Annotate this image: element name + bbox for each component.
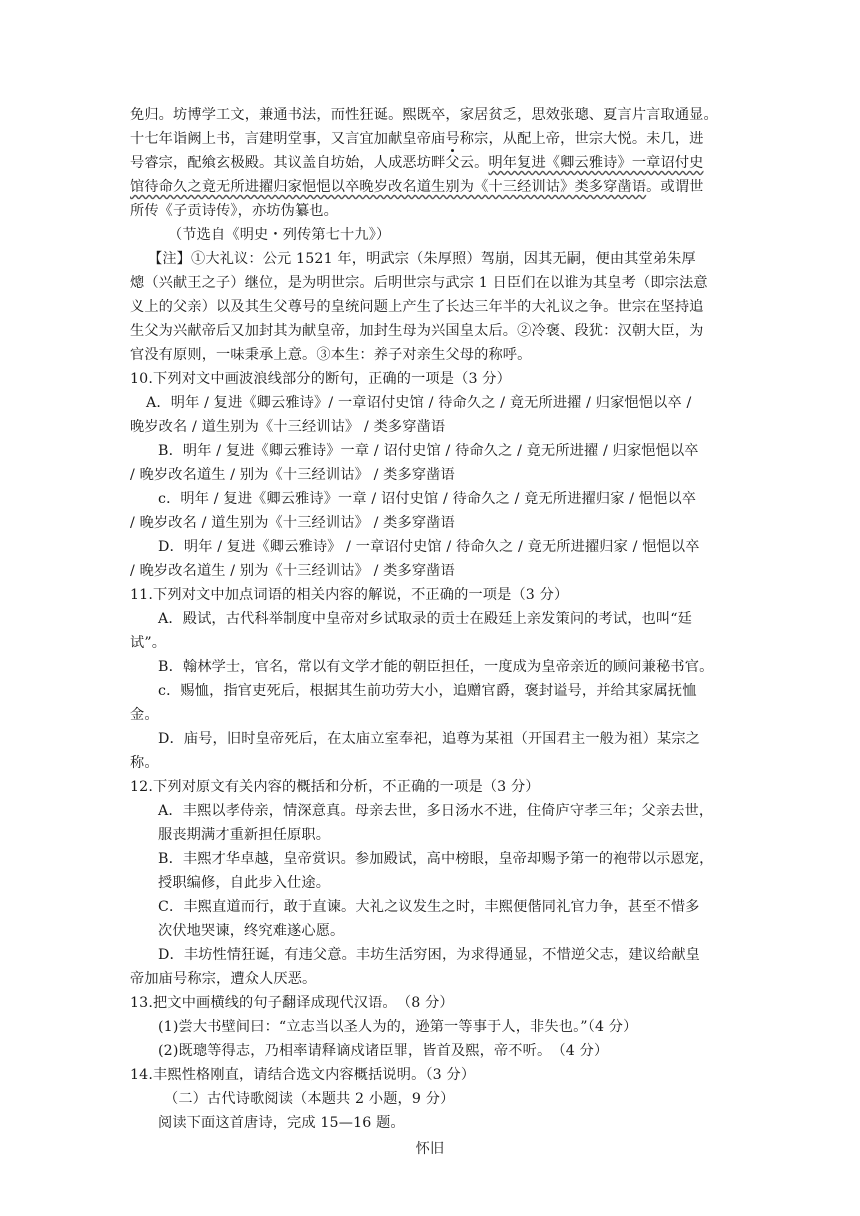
poem-title: 怀旧 bbox=[415, 1141, 445, 1157]
q10-option-a: A．明年 / 复进《卿云雅诗》/ 一章诏付史馆 / 待命久之 / 竟无所进擢 / 归家悒悒以卒 / bbox=[146, 395, 692, 411]
q11-option-a-cont: 试”。 bbox=[130, 635, 167, 651]
q10-option-c: c．明年 / 复进《卿云雅诗》一章 / 诏付史馆 / 待命久之 / 竟无所进擢归家 / 悒悒以卒 bbox=[158, 491, 697, 507]
wavy-underlined-text: 明年复进《卿云雅诗》一章诏付史 bbox=[488, 155, 704, 171]
question-14-stem: 14.丰熙性格刚直，请结合选文内容概括说明。（3 分） bbox=[130, 1067, 476, 1083]
q13-sentence-1: (1)尝大书壁间曰：“立志当以圣人为的，逊第一等事于人，非失也。”（4 分） bbox=[158, 1019, 638, 1035]
dotted-word: 号 bbox=[445, 131, 459, 147]
q12-option-b: B．丰熙才华卓越，皇帝赏识。参加殿试，高中榜眼，皇帝却赐予第一的袍带以示恩宠， bbox=[158, 851, 714, 867]
wavy-underlined-text: 馆待命久之竟无所进擢归家悒悒以卒晚岁改名道生别为《十三经训诂》类多穿凿语 bbox=[130, 179, 647, 195]
q11-option-d: D．庙号，旧时皇帝死后，在太庙立室奉祀，追尊为某祖（开国君主一般为祖）某宗之 bbox=[158, 731, 701, 747]
passage-text: 称宗，从配上帝，世宗大悦。未几，进 bbox=[459, 131, 704, 147]
question-12-stem: 12.下列对原文有关内容的概括和分析，不正确的一项是（3 分） bbox=[130, 779, 540, 795]
q10-option-b: B．明年 / 复进《卿云雅诗》一章 / 诏付史馆 / 待命久之 / 竟无所进擢 / 归家悒悒以卒 bbox=[158, 443, 699, 459]
q12-option-a-cont: 服丧期满才重新担任原职。 bbox=[158, 827, 331, 843]
q11-option-a: A．殿试，古代科举制度中皇帝对乡试取录的贡士在殿廷上亲发策问的考试，也叫“廷 bbox=[158, 611, 692, 627]
note-line: 生父为兴献帝后又加封其为献皇帝，加封生母为兴国皇太后。②冷褒、段犹：汉朝大臣，为 bbox=[130, 323, 704, 339]
emphasis-dot bbox=[451, 149, 454, 152]
passage-line bbox=[130, 178, 730, 196]
q10-option-d: D．明年 / 复进《卿云雅诗》 / 一章诏付史馆 / 待命久之 / 竟无所进擢归家 / 悒悒以卒 bbox=[158, 539, 700, 555]
q12-option-c: C．丰熙直道而行，敢于直谏。大礼之议发生之时，丰熙便偕同礼官力争，甚至不惜多 bbox=[158, 899, 700, 915]
passage-text: 。或谓世 bbox=[646, 179, 704, 195]
passage-line: 免归。坊博学工文，兼通书法，而性狂诞。熙既卒，家居贫乏，思效张璁、夏言片言取通显。 bbox=[130, 107, 718, 123]
passage-source: （节选自《明史・列传第七十九》） bbox=[168, 227, 391, 243]
note-line: 【注】①大礼议：公元 1521 年，明武宗（朱厚照）驾崩，因其无嗣，便由其堂弟朱厚 bbox=[148, 251, 696, 267]
q10-option-a-cont: 晚岁改名 / 道生别为《十三经训诂》 / 类多穿凿语 bbox=[130, 419, 446, 435]
passage-line: 所传《子贡诗传》，亦坊伪纂也。 bbox=[130, 203, 338, 219]
section-instruction: 阅读下面这首唐诗，完成 15—16 题。 bbox=[158, 1115, 405, 1131]
note-line: 熜（兴献王之子）继位，是为明世宗。后明世宗与武宗 1 日臣们在以谁为其皇考（即宗法意 bbox=[130, 275, 708, 291]
q11-option-d-cont: 称。 bbox=[130, 755, 159, 771]
q12-option-b-cont: 授职编修，自此步入仕途。 bbox=[158, 875, 331, 891]
q11-option-c: c．赐恤，指官吏死后，根据其生前功劳大小，追赠官爵，褒封谥号，并给其家属抚恤 bbox=[158, 683, 697, 699]
q10-option-b-cont: / 晚岁改名道生 / 别为《十三经训诂》 / 类多穿凿语 bbox=[130, 467, 455, 483]
question-13-stem: 13.把文中画横线的句子翻译成现代汉语。 （8 分） bbox=[130, 995, 454, 1011]
passage-text: 号睿宗，配飨玄极殿。其议盖自坊始，人成恶坊畔父云。 bbox=[130, 155, 489, 171]
q12-option-d: D．丰坊性情狂诞，有违父意。丰坊生活穷困，为求得通显，不惜逆父志，建议给献皇 bbox=[158, 947, 701, 963]
note-line: 义上的父亲）以及其生父尊号的皇统问题上产生了长达三年半的大礼议之争。世宗在坚持追 bbox=[130, 299, 704, 315]
question-11-stem: 11.下列对文中加点词语的相关内容的解说，不正确的一项是（3 分） bbox=[130, 587, 569, 603]
q12-option-c-cont: 次伏地哭谏，终究难遂心愿。 bbox=[158, 923, 345, 939]
question-10-stem: 10.下列对文中画波浪线部分的断句，正确的一项是（3 分） bbox=[130, 371, 511, 387]
q10-option-c-cont: / 晚岁改名 / 道生别为《十三经训诂》 / 类多穿凿语 bbox=[130, 515, 455, 531]
passage-line bbox=[130, 154, 730, 172]
passage-line bbox=[130, 130, 730, 148]
q12-option-d-cont: 帝加庙号称宗，遭众人厌恶。 bbox=[130, 971, 317, 987]
q11-option-c-cont: 金。 bbox=[130, 707, 159, 723]
q12-option-a: A．丰熙以孝侍亲，情深意真。母亲去世，多日汤水不进，住倚庐守孝三年；父亲去世， bbox=[158, 803, 714, 819]
q13-sentence-2: (2)既璁等得志，乃相率请释谪戍诸臣罪，皆首及熙，帝不听。 （4 分） bbox=[158, 1043, 609, 1059]
q11-option-b: B．翰林学士，官名，常以有文学才能的朝臣担任，一度成为皇帝亲近的顾问兼秘书官。 bbox=[158, 659, 714, 675]
q10-option-d-cont: / 晚岁改名道生 / 别为《十三经训诂》 / 类多穿凿语 bbox=[130, 563, 455, 579]
note-line: 官没有原则，一味秉承上意。③本生：养子对亲生父母的称呼。 bbox=[130, 347, 532, 363]
passage-text: 十七年诣阙上书，言建明堂事，又言宜加献皇帝庙 bbox=[130, 131, 446, 147]
section-heading: （二）古代诗歌阅读（本题共 2 小题，9 分） bbox=[164, 1091, 455, 1107]
